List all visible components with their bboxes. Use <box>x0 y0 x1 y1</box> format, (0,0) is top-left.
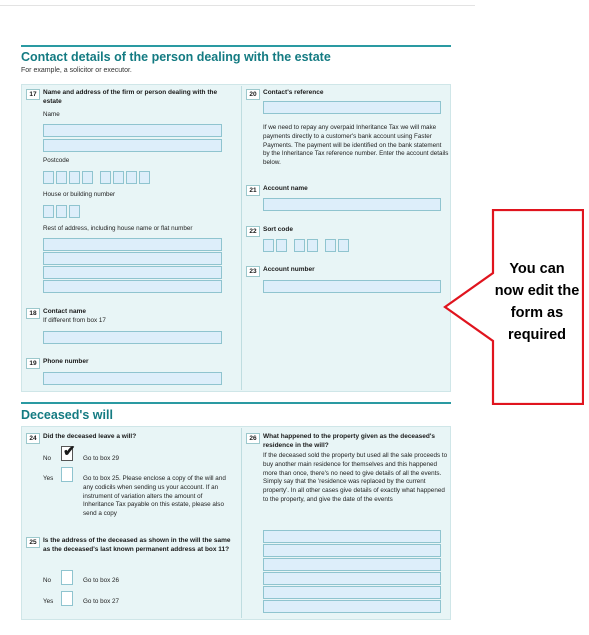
sort-code-box[interactable] <box>276 239 287 252</box>
checkmark-icon: ✔ <box>63 443 76 460</box>
box-23-label: Account number <box>263 266 315 273</box>
postcode-box[interactable] <box>139 171 150 184</box>
box-23-number: 23 <box>246 266 260 277</box>
box-26-label: What happened to the property given as the deceased's residence in the will? <box>263 433 436 449</box>
box-18-label: Contact name <box>43 308 86 315</box>
postcode-box[interactable] <box>43 171 54 184</box>
name-label: Name <box>43 111 60 118</box>
box-24-yes-label: Yes <box>43 475 54 482</box>
box-26-info: If the deceased sold the property but used all the sale proceeds to buy another main residence for themselves and this happened more than once, there's no need to give details of all the events. Simply say that the 'residence was replaced by the current property'. In all other cases give details of exactly what happened to the property, and give the date of the events <box>263 452 448 503</box>
postcode-box[interactable] <box>113 171 124 184</box>
box-18-number: 18 <box>26 308 40 319</box>
contact-column-divider <box>241 86 242 390</box>
property-field-line-2[interactable] <box>263 544 441 557</box>
postcode-label: Postcode <box>43 157 70 164</box>
will-section-rule <box>21 402 451 404</box>
box-25-label: Is the address of the deceased as shown in the will the same as the deceased's last known permanent address at box 11? <box>43 537 231 553</box>
name-field-line-1[interactable] <box>43 124 222 137</box>
account-name-field[interactable] <box>263 198 441 211</box>
phone-number-field[interactable] <box>43 372 222 385</box>
box-25-yes-label: Yes <box>43 598 54 605</box>
postcode-box[interactable] <box>100 171 111 184</box>
property-field-line-1[interactable] <box>263 530 441 543</box>
box-24-no-goto: Go to box 29 <box>83 455 120 462</box>
box-24-number: 24 <box>26 433 40 444</box>
callout-text: You can now edit the form as required <box>494 261 580 343</box>
contact-reference-field[interactable] <box>263 101 441 114</box>
box-25-number: 25 <box>26 537 40 548</box>
contact-name-field[interactable] <box>43 331 222 344</box>
property-field-line-3[interactable] <box>263 558 441 571</box>
name-field-line-2[interactable] <box>43 139 222 152</box>
contact-section-rule <box>21 45 451 47</box>
house-number-box[interactable] <box>56 205 67 218</box>
house-number-label: House or building number <box>43 191 116 198</box>
box-24-yes-goto: Go to box 25. Please enclose a copy of the will and any codicils when sending us your account. If an instrument of variation alters the amount of Inheritance Tax payable on this estate, please also send a copy <box>83 475 226 518</box>
box-26-number: 26 <box>246 433 260 444</box>
box-17-number: 17 <box>26 89 40 100</box>
box-20-number: 20 <box>246 89 260 100</box>
top-rule <box>0 5 475 6</box>
box-24-label: Did the deceased leave a will? <box>43 433 137 440</box>
address-field-line-3[interactable] <box>43 266 222 279</box>
house-number-box[interactable] <box>43 205 54 218</box>
box-24-no-label: No <box>43 455 52 462</box>
box-19-number: 19 <box>26 358 40 369</box>
house-number-box[interactable] <box>69 205 80 218</box>
box-22-label: Sort code <box>263 226 293 233</box>
sort-code-box[interactable] <box>307 239 318 252</box>
box-25-yes-goto: Go to box 27 <box>83 598 120 605</box>
sort-code-box[interactable] <box>294 239 305 252</box>
property-field-line-5[interactable] <box>263 586 441 599</box>
box-20-label: Contact's reference <box>263 89 324 96</box>
address-same-no-checkbox[interactable] <box>61 570 73 585</box>
box-25-no-label: No <box>43 577 52 584</box>
box-21-number: 21 <box>246 185 260 196</box>
sort-code-box[interactable] <box>338 239 349 252</box>
will-yes-checkbox[interactable] <box>61 467 73 482</box>
address-field-line-1[interactable] <box>43 238 222 251</box>
box-17-label: Name and address of the firm or person dealing with the estate <box>43 89 218 105</box>
will-no-checkbox[interactable] <box>61 443 76 461</box>
will-column-divider <box>241 428 242 618</box>
contact-section-subtitle: For example, a solicitor or executor. <box>21 67 132 74</box>
box-25-no-goto: Go to box 26 <box>83 577 120 584</box>
account-number-field[interactable] <box>263 280 441 293</box>
box-22-number: 22 <box>246 226 260 237</box>
box-20-info: If we need to repay any overpaid Inheritance Tax we will make payments directly to a customer's bank account using Faster Payments. The payment will be identified on the bank statement by the Inheritance Tax reference number. Enter the account details below. <box>263 124 449 167</box>
box-18-hint: If different from box 17 <box>43 317 106 324</box>
property-field-line-6[interactable] <box>263 600 441 613</box>
box-19-label: Phone number <box>43 358 89 365</box>
box-21-label: Account name <box>263 185 308 192</box>
contact-section-title: Contact details of the person dealing with the estate <box>21 50 331 64</box>
postcode-box[interactable] <box>56 171 67 184</box>
postcode-box[interactable] <box>69 171 80 184</box>
property-field-line-4[interactable] <box>263 572 441 585</box>
sort-code-box[interactable] <box>325 239 336 252</box>
postcode-box[interactable] <box>126 171 137 184</box>
postcode-box[interactable] <box>82 171 93 184</box>
sort-code-box[interactable] <box>263 239 274 252</box>
will-section-title: Deceased's will <box>21 408 113 422</box>
address-field-line-4[interactable] <box>43 280 222 293</box>
address-same-yes-checkbox[interactable] <box>61 591 73 606</box>
rest-of-address-label: Rest of address, including house name or flat number <box>43 225 193 232</box>
address-field-line-2[interactable] <box>43 252 222 265</box>
